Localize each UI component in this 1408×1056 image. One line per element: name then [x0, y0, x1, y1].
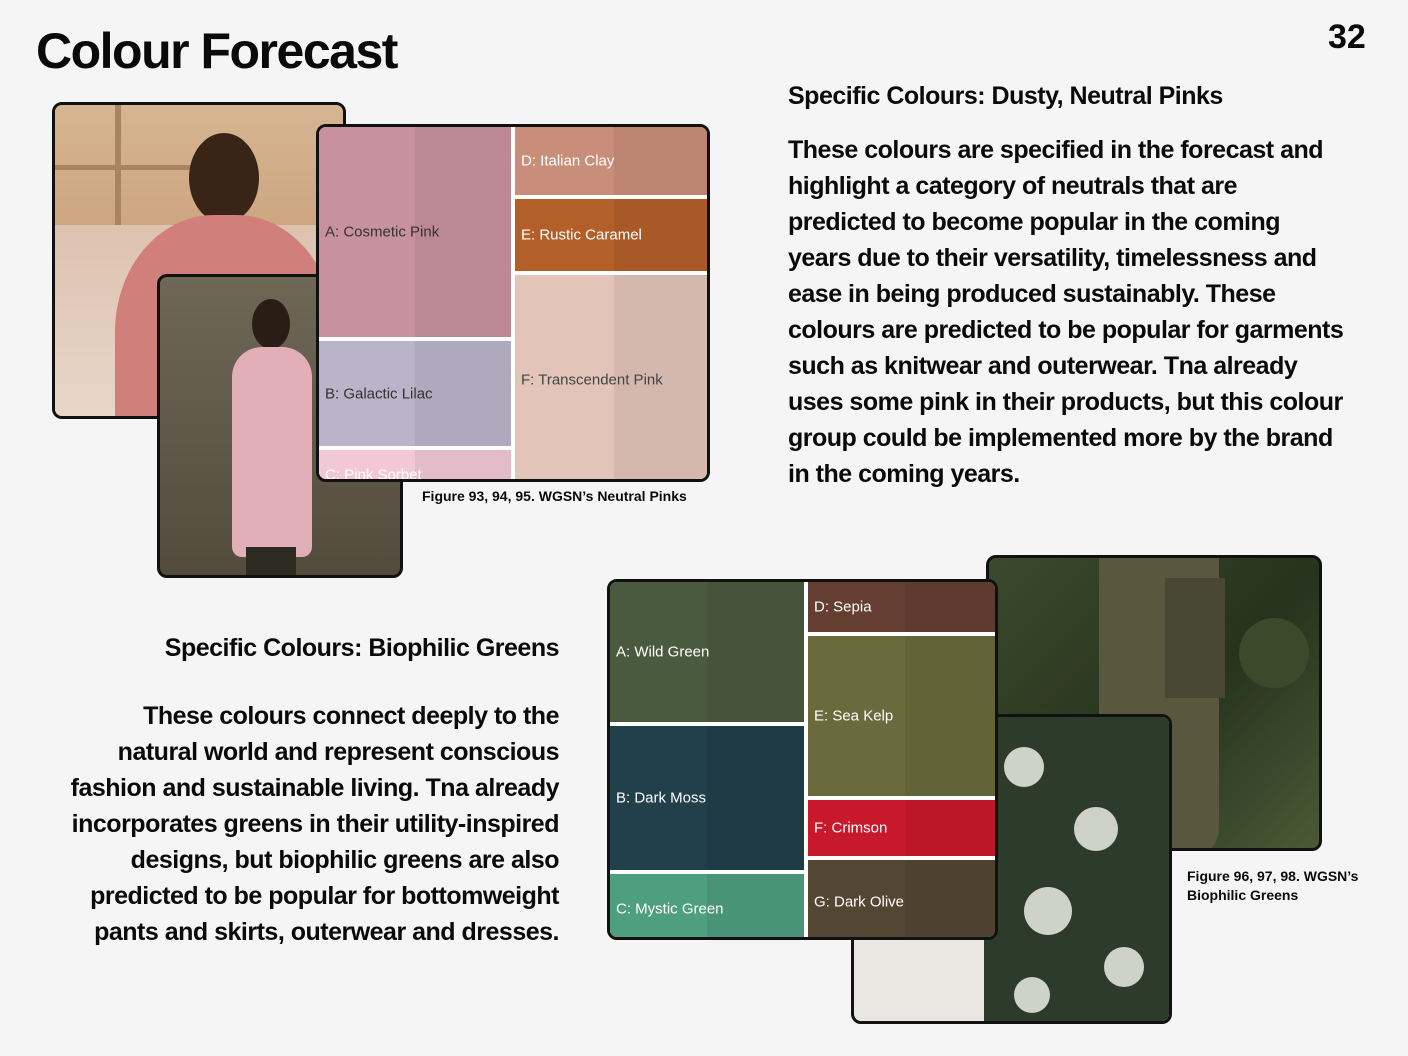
- swatch-crimson: F: Crimson: [808, 800, 998, 856]
- palette-biophilic-greens: [607, 579, 998, 940]
- swatch-wild-green: A: Wild Green: [610, 582, 804, 722]
- swatch-galactic-lilac: B: Galactic Lilac: [319, 341, 511, 446]
- swatch-sepia: D: Sepia: [808, 582, 998, 632]
- palette-neutral-pinks: [316, 124, 710, 482]
- greens-caption: Figure 96, 97, 98. WGSN’s Biophilic Greens: [1187, 868, 1359, 903]
- page-title: Colour Forecast: [36, 23, 397, 79]
- swatch-sea-kelp: E: Sea Kelp: [808, 636, 998, 796]
- swatch-dark-moss: B: Dark Moss: [610, 726, 804, 870]
- pinks-caption: Figure 93, 94, 95. WGSN’s Neutral Pinks: [422, 488, 687, 504]
- page-number: 32: [1328, 18, 1366, 56]
- swatch-cosmetic-pink: A: Cosmetic Pink: [319, 127, 511, 337]
- greens-heading: Specific Colours: Biophilic Greens: [164, 634, 559, 662]
- swatch-transcendent-pink: F: Transcendent Pink: [515, 275, 710, 482]
- greens-body: These colours connect deeply to the natural world and represent conscious fashion and sustainable living. Tna already incorporates greens in their utility-inspired designs, but biophilic greens are also predicted to be popular for bottomweight pants and skirts, outerwear and dresses.: [70, 702, 559, 946]
- swatch-pink-sorbet: C: Pink Sorbet: [319, 450, 511, 482]
- swatch-mystic-green: C: Mystic Green: [610, 874, 804, 940]
- swatch-italian-clay: D: Italian Clay: [515, 127, 710, 195]
- pinks-body: These colours are specified in the forecast and highlight a category of neutrals that are predicted to become popular in the coming years due to their versatility, timelessness and ease in being produced sustainably. These colours are predicted to be popular for garments such as knitwear and outerwear. Tna already uses some pink in their products, but this colour group could be implemented more by the brand in the coming years.: [788, 136, 1344, 488]
- swatch-dark-olive: G: Dark Olive: [808, 860, 998, 940]
- pinks-heading: Specific Colours: Dusty, Neutral Pinks: [788, 82, 1223, 110]
- swatch-rustic-caramel: E: Rustic Caramel: [515, 199, 710, 271]
